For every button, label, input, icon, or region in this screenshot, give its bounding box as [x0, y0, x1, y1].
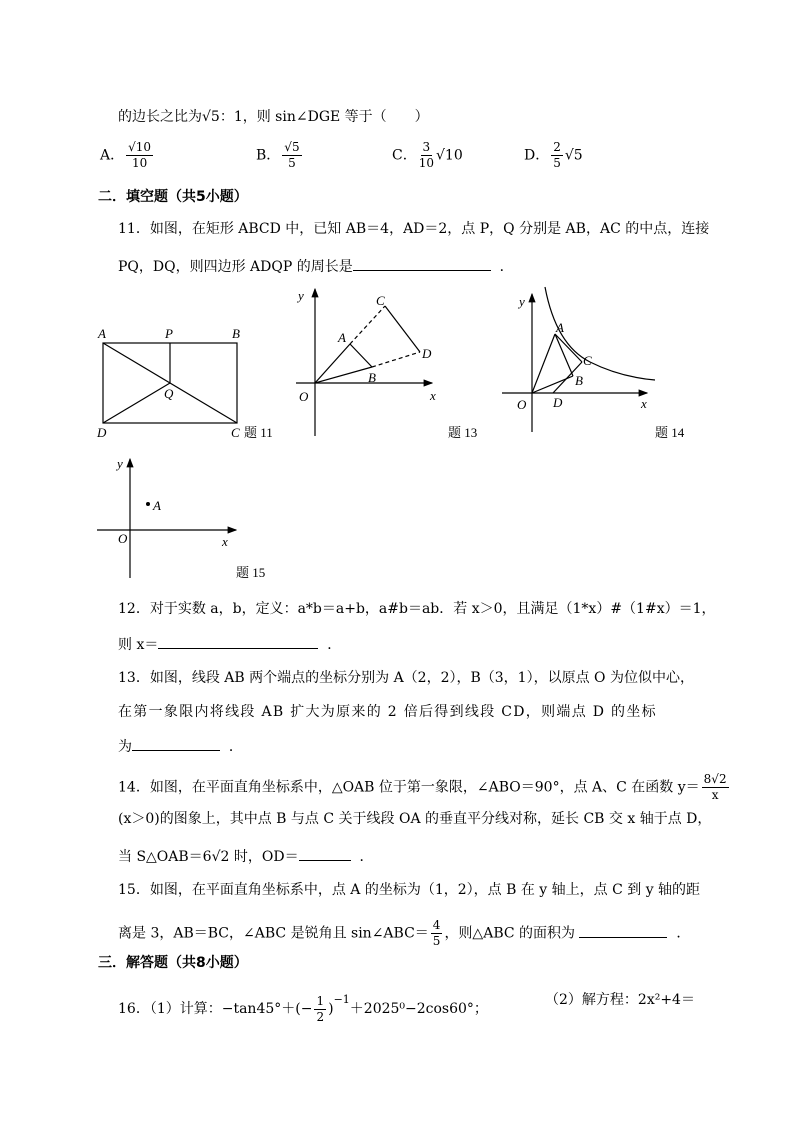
denominator: 5 [432, 934, 441, 948]
numerator: 2 [553, 140, 561, 154]
answer-blank [158, 634, 318, 649]
period: ． [676, 925, 691, 942]
q16-text: ＋2025⁰−2cos60°； [349, 1001, 488, 1017]
numerator: 1 [316, 993, 325, 1008]
denominator: 10 [418, 156, 434, 170]
dashed-ac [350, 306, 385, 344]
figure-13 [296, 289, 432, 436]
segment-ab [555, 334, 573, 376]
q12-text: 则 x＝ [118, 637, 159, 653]
label-p: P [165, 326, 173, 341]
q13-line1: 13．如图，线段 AB 两个端点的坐标分别为 A（2，2），B（3，1），以原点 O 为位似中心， [118, 670, 694, 686]
q11-line1: 11．如图，在矩形 ABCD 中，已知 AB＝4，AD＝2，点 P，Q 分别是 AB，AC 的中点，连接 [118, 221, 710, 237]
numerator: 3 [422, 140, 431, 154]
fraction [431, 918, 443, 949]
q11-text: PQ，DQ，则四边形 ADQP 的周长是 [118, 259, 353, 275]
q10-stem-line: 的边长之比为√5：1，则 sin∠DGE 等于（ ） [118, 109, 429, 125]
q15-line1: 15．如图，在平面直角坐标系中，点 A 的坐标为（1，2），点 B 在 y 轴上，点 C 到 y 轴的距 [118, 882, 701, 898]
figure-11 [103, 343, 237, 423]
q16-part1 [118, 991, 488, 1025]
segment-ac [555, 334, 582, 362]
figure-caption: 题 13 [448, 425, 478, 440]
period: ． [499, 259, 514, 275]
q14-text: 14．如图，在平面直角坐标系中，△OAB 位于第一象限，∠ABO＝90°，点 A、C 在函数 y＝ [118, 779, 700, 796]
q13-text: 为 [118, 739, 132, 755]
exponent: −1 [333, 993, 350, 1006]
point-a [146, 502, 150, 506]
label-x: x [222, 534, 228, 549]
q12-line1: 12．对于实数 a，b，定义：a*b＝a+b，a#b＝ab．若 x＞0，且满足（1*x）#（1#x）＝1， [118, 601, 716, 617]
label-a: A [556, 320, 564, 335]
q16-text: 16．（1）计算：−tan45°＋(− [118, 1001, 313, 1017]
label-b: B [232, 326, 240, 341]
section-heading-fill-blank: 二．填空题（共5小题） [98, 189, 248, 205]
figure-caption: 题 14 [655, 425, 685, 440]
figure-15 [97, 459, 236, 578]
label-y: y [519, 294, 525, 309]
label-y: y [117, 456, 123, 471]
label-o: O [118, 531, 128, 546]
q16-text: ) [328, 1001, 334, 1017]
q14-line2: (x＞0)的图象上，其中点 B 与点 C 关于线段 OA 的垂直平分线对称，延长 CB 交 x 轴于点 D， [118, 811, 712, 827]
q16-part2: （2）解方程：2x²+4＝ [545, 992, 695, 1008]
radical: √5 [564, 147, 583, 164]
dashed-bd [372, 352, 420, 367]
radical: √10 [436, 147, 463, 164]
segment-cd [385, 306, 420, 352]
denominator: 5 [288, 156, 296, 170]
option-label: C． [392, 147, 417, 164]
option-label: D． [524, 147, 550, 164]
denominator: 2 [316, 1009, 325, 1024]
numerator: 4 [432, 918, 441, 932]
label-c: C [231, 425, 240, 440]
period: ． [327, 637, 342, 653]
segment-oa [532, 334, 555, 393]
label-d: D [422, 346, 432, 361]
label-o: O [517, 397, 527, 412]
label-c: C [583, 353, 592, 368]
label-x: x [430, 388, 436, 403]
q15-text: 离是 3，AB＝BC，∠ABC 是锐角且 sin∠ABC＝ [118, 925, 429, 942]
figure-caption: 题 11 [244, 425, 273, 440]
fraction [314, 994, 326, 1025]
segment-ab [350, 344, 372, 367]
label-q: Q [164, 386, 174, 401]
q14-line1 [118, 772, 731, 803]
label-y: y [298, 288, 304, 303]
numerator: 8√2 [703, 772, 727, 786]
segment-ob [315, 367, 372, 383]
period: ． [228, 739, 243, 755]
label-a: A [338, 330, 346, 345]
label-a: A [153, 498, 161, 513]
q12-line2 [118, 634, 341, 654]
denominator: 5 [553, 156, 561, 170]
label-a: A [98, 326, 106, 341]
answer-blank [579, 923, 667, 938]
label-c: C [376, 293, 385, 308]
q14-line3 [118, 846, 373, 866]
label-b: B [368, 370, 376, 385]
q14-text: 当 S△OAB＝6√2 时，OD＝ [118, 849, 299, 865]
denominator: x [711, 788, 719, 802]
figure-caption: 题 15 [236, 565, 266, 580]
q13-line2: 在第一象限内将线段 AB 扩大为原来的 2 倍后得到线段 CD，则端点 D 的坐标 [118, 704, 657, 720]
option-label: B． [256, 147, 281, 164]
denominator: 10 [131, 156, 148, 170]
section-heading-solutions: 三．解答题（共8小题） [98, 955, 248, 971]
period: ． [359, 849, 374, 865]
segment-dq [103, 383, 170, 423]
label-d: D [553, 395, 563, 410]
function-fraction [702, 772, 729, 803]
q15-text: ，则△ABC 的面积为 [444, 925, 576, 942]
label-b: B [575, 373, 583, 388]
q15-line2 [118, 918, 690, 949]
label-d: D [97, 425, 107, 440]
label-x: x [641, 396, 647, 411]
q13-line3 [118, 736, 243, 756]
segment-oa [315, 344, 350, 383]
answer-blank [132, 736, 220, 751]
numerator: √5 [284, 140, 300, 154]
numerator: √10 [128, 140, 152, 154]
answer-blank [299, 846, 351, 861]
label-o: O [299, 389, 309, 404]
option-label: A． [100, 147, 125, 164]
